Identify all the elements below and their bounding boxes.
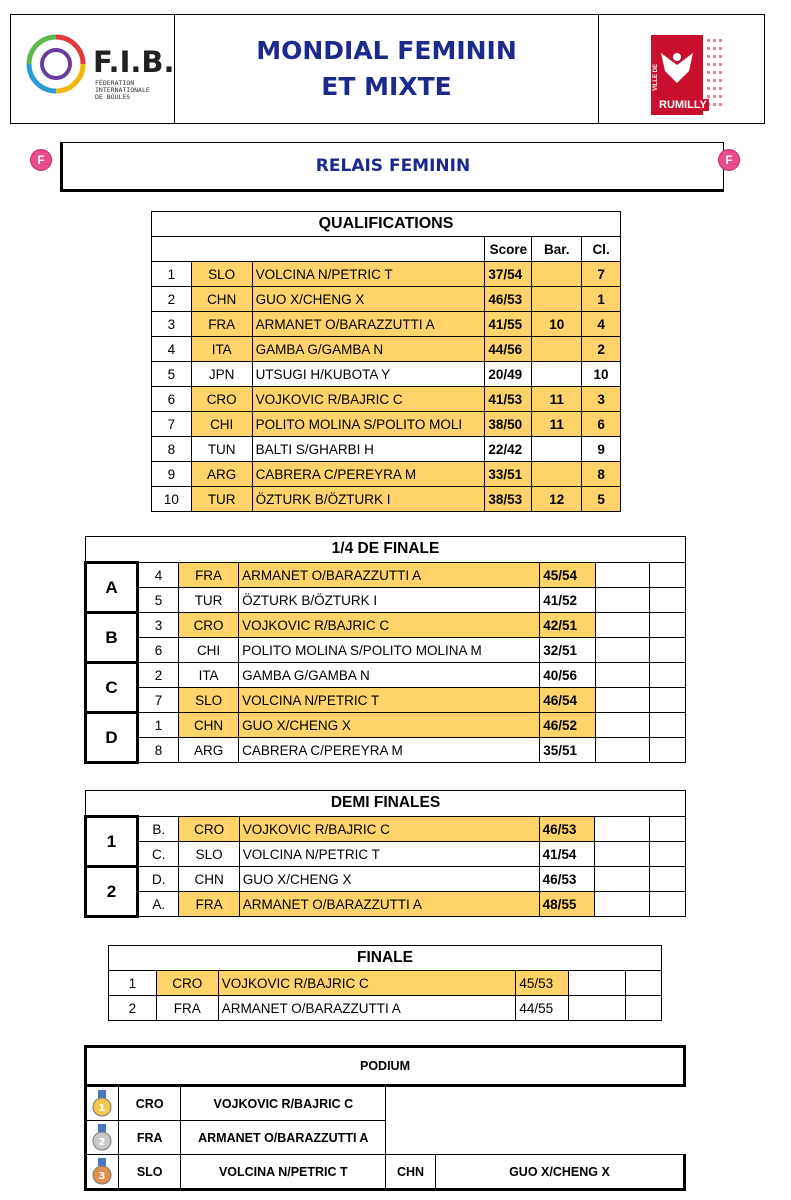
classement: 2 (582, 337, 621, 362)
svg-text:2: 2 (98, 1136, 106, 1148)
score: 45/53 (516, 971, 569, 996)
empty-cell (595, 688, 649, 713)
team-name: GAMBA G/GAMBA N (252, 337, 485, 362)
col-score-header: Score (485, 237, 532, 262)
classement: 10 (582, 362, 621, 387)
table-row (152, 287, 621, 312)
score: 48/55 (539, 892, 595, 917)
empty-cell (626, 971, 662, 996)
fib-emblem-icon (25, 33, 87, 95)
female-badge-left: F (30, 149, 52, 171)
title-line-2: ET MIXTE (321, 72, 452, 101)
semi-final-table (84, 790, 686, 918)
podium-team: VOJKOVIC R/BAJRIC C (181, 1086, 386, 1121)
group-label: 2 (86, 867, 138, 917)
seed: D. (138, 867, 179, 892)
title-line-1: MONDIAL FEMININ (256, 36, 517, 65)
score: 22/42 (485, 437, 532, 462)
seed: B. (138, 817, 179, 842)
country-code: TUN (191, 437, 252, 462)
barrage (532, 337, 582, 362)
medal-cell (86, 1086, 119, 1121)
podium-table (84, 1045, 686, 1191)
empty-cell (595, 817, 650, 842)
country-code: ITA (191, 337, 252, 362)
score: 46/53 (485, 287, 532, 312)
empty-cell (595, 867, 650, 892)
group-label: D (86, 713, 138, 763)
team-name: CABRERA C/PEREYRA M (252, 462, 485, 487)
group-label: C (86, 663, 138, 713)
row-number: 8 (152, 437, 192, 462)
svg-text:3: 3 (98, 1170, 106, 1182)
group-label: B (86, 613, 138, 663)
barrage (532, 437, 582, 462)
fib-logo (11, 15, 175, 123)
barrage: 10 (532, 312, 582, 337)
relais-banner (30, 142, 750, 188)
country-code: FRA (178, 563, 238, 588)
empty-cell (649, 663, 685, 688)
fib-logo-text: F.I.B. (93, 45, 175, 79)
podium-country: FRA (118, 1121, 181, 1155)
podium-country: CHN (386, 1155, 436, 1190)
barrage (532, 262, 582, 287)
podium-country: CRO (118, 1086, 181, 1121)
country-code: CRO (179, 817, 239, 842)
qualifications-table (151, 211, 621, 512)
country-code: CRO (178, 613, 238, 638)
classement: 1 (582, 287, 621, 312)
team-name: ARMANET O/BARAZZUTTI A (239, 892, 539, 917)
empty-cell (626, 996, 662, 1021)
table-row (86, 688, 686, 713)
rumilly-small-label: VILLE DE (653, 63, 659, 91)
seed: 8 (137, 738, 178, 763)
table-row (152, 312, 621, 337)
seed: 7 (137, 688, 178, 713)
country-code: FRA (156, 996, 218, 1021)
team-name: ARMANET O/BARAZZUTTI A (239, 563, 540, 588)
podium-row (86, 1086, 685, 1121)
score: 46/52 (540, 713, 595, 738)
classement: 5 (582, 487, 621, 512)
empty-cell (595, 738, 649, 763)
empty-cell (649, 738, 685, 763)
team-name: POLITO MOLINA S/POLITO MOLINA M (239, 638, 540, 663)
col-cl-header: Cl. (582, 237, 621, 262)
rumilly-name: RUMILLY (659, 99, 707, 111)
table-row (86, 892, 686, 917)
medal-1-icon (91, 1090, 113, 1118)
row-number: 6 (152, 387, 192, 412)
country-code: CHN (179, 867, 239, 892)
empty-cell (595, 842, 650, 867)
empty-cell (595, 563, 649, 588)
score: 37/54 (485, 262, 532, 287)
table-row (86, 663, 686, 688)
medal-3-icon (91, 1158, 113, 1186)
podium-row (86, 1121, 685, 1155)
table-row (86, 817, 686, 842)
empty-cell (649, 638, 685, 663)
podium-team: GUO X/CHENG X (435, 1155, 684, 1190)
barrage (532, 462, 582, 487)
rumilly-logo (598, 15, 764, 123)
empty-cell (649, 688, 685, 713)
banner-box (60, 142, 724, 192)
table-row (86, 613, 686, 638)
team-name: GUO X/CHENG X (239, 867, 539, 892)
empty-cell (649, 713, 685, 738)
score: 41/53 (485, 387, 532, 412)
female-badge-right: F (718, 149, 740, 171)
qualifications-rows (152, 262, 621, 512)
table-row (109, 996, 662, 1021)
classement: 8 (582, 462, 621, 487)
score: 41/54 (539, 842, 595, 867)
team-name: VOLCINA N/PETRIC T (239, 842, 539, 867)
score: 46/53 (539, 867, 595, 892)
table-row (86, 867, 686, 892)
table-row (86, 738, 686, 763)
fib-logo-subtitle: FÉDERATION INTERNATIONALE DE BOULES (95, 79, 150, 101)
table-row (152, 462, 621, 487)
country-code: TUR (191, 487, 252, 512)
barrage (532, 287, 582, 312)
score: 20/49 (485, 362, 532, 387)
score: 32/51 (540, 638, 595, 663)
seed: 1 (137, 713, 178, 738)
team-name: VOJKOVIC R/BAJRIC C (218, 971, 516, 996)
page-title (175, 15, 598, 123)
classement: 7 (582, 262, 621, 287)
seed: 6 (137, 638, 178, 663)
score: 35/51 (540, 738, 595, 763)
country-code: TUR (178, 588, 238, 613)
podium-team: VOLCINA N/PETRIC T (181, 1155, 386, 1190)
empty-cell (595, 588, 649, 613)
seed: 4 (137, 563, 178, 588)
barrage: 12 (532, 487, 582, 512)
empty-cell (595, 663, 649, 688)
table-row (152, 337, 621, 362)
table-row (152, 262, 621, 287)
empty-cell (569, 971, 626, 996)
empty-cell (649, 867, 685, 892)
empty-cell (649, 817, 685, 842)
team-name: POLITO MOLINA S/POLITO MOLI (252, 412, 485, 437)
score: 46/54 (540, 688, 595, 713)
medal-cell (86, 1121, 119, 1155)
table-row (152, 362, 621, 387)
barrage: 11 (532, 387, 582, 412)
semi-final-title: DEMI FINALES (86, 791, 686, 817)
seed: 5 (137, 588, 178, 613)
group-label: 1 (86, 817, 138, 867)
team-name: VOLCINA N/PETRIC T (252, 262, 485, 287)
empty-cell (649, 892, 685, 917)
team-name: GAMBA G/GAMBA N (239, 663, 540, 688)
country-code: ARG (178, 738, 238, 763)
score: 40/56 (540, 663, 595, 688)
row-number: 1 (152, 262, 192, 287)
team-name: ÖZTURK B/ÖZTURK I (252, 487, 485, 512)
country-code: CRO (191, 387, 252, 412)
table-row (86, 638, 686, 663)
table-row (152, 487, 621, 512)
country-code: CHN (178, 713, 238, 738)
classement: 6 (582, 412, 621, 437)
empty-cell (386, 1086, 685, 1121)
empty-cell (569, 996, 626, 1021)
empty-cell (595, 713, 649, 738)
team-name: UTSUGI H/KUBOTA Y (252, 362, 485, 387)
team-name: VOJKOVIC R/BAJRIC C (252, 387, 485, 412)
classement: 3 (582, 387, 621, 412)
table-row (86, 713, 686, 738)
rank: 2 (109, 996, 157, 1021)
team-name: BALTI S/GHARBI H (252, 437, 485, 462)
score: 38/50 (485, 412, 532, 437)
team-name: CABRERA C/PEREYRA M (239, 738, 540, 763)
empty-cell (649, 563, 685, 588)
country-code: CRO (156, 971, 218, 996)
podium-title: PODIUM (86, 1047, 685, 1086)
row-number: 2 (152, 287, 192, 312)
country-code: ITA (178, 663, 238, 688)
table-row (152, 437, 621, 462)
final-title: FINALE (109, 946, 662, 971)
empty-cell (649, 613, 685, 638)
country-code: ARG (191, 462, 252, 487)
classement: 4 (582, 312, 621, 337)
team-name: VOJKOVIC R/BAJRIC C (239, 613, 540, 638)
country-code: CHN (191, 287, 252, 312)
quarter-final-rows (86, 563, 686, 763)
empty-cell (649, 842, 685, 867)
score: 45/54 (540, 563, 595, 588)
empty-cell (595, 892, 650, 917)
table-row (86, 588, 686, 613)
seed: 2 (137, 663, 178, 688)
seed: A. (138, 892, 179, 917)
score: 38/53 (485, 487, 532, 512)
empty-cell (649, 588, 685, 613)
final-table (108, 945, 662, 1021)
empty-cell (595, 638, 649, 663)
team-name: ÖZTURK B/ÖZTURK I (239, 588, 540, 613)
score: 41/55 (485, 312, 532, 337)
table-row (86, 563, 686, 588)
team-name: VOJKOVIC R/BAJRIC C (239, 817, 539, 842)
score: 42/51 (540, 613, 595, 638)
team-name: GUO X/CHENG X (252, 287, 485, 312)
score: 46/53 (539, 817, 595, 842)
final-rows (109, 971, 662, 1021)
team-name: ARMANET O/BARAZZUTTI A (252, 312, 485, 337)
barrage (532, 362, 582, 387)
score: 44/56 (485, 337, 532, 362)
score: 41/52 (540, 588, 595, 613)
table-row (152, 412, 621, 437)
table-row (152, 387, 621, 412)
country-code: SLO (179, 842, 239, 867)
score: 33/51 (485, 462, 532, 487)
score: 44/55 (516, 996, 569, 1021)
quarter-final-title: 1/4 DE FINALE (86, 537, 686, 563)
table-row (109, 971, 662, 996)
podium-row (86, 1155, 685, 1190)
medal-cell (86, 1155, 119, 1190)
country-code: SLO (178, 688, 238, 713)
podium-country: SLO (118, 1155, 181, 1190)
row-number: 9 (152, 462, 192, 487)
banner-title: RELAIS FEMININ (315, 156, 471, 176)
svg-text:1: 1 (98, 1102, 106, 1114)
seed: C. (138, 842, 179, 867)
row-number: 10 (152, 487, 192, 512)
row-number: 4 (152, 337, 192, 362)
country-code: CHI (178, 638, 238, 663)
country-code: FRA (179, 892, 239, 917)
seed: 3 (137, 613, 178, 638)
rank: 1 (109, 971, 157, 996)
row-number: 5 (152, 362, 192, 387)
medal-2-icon (91, 1124, 113, 1152)
team-name: GUO X/CHENG X (239, 713, 540, 738)
qualifications-title: QUALIFICATIONS (152, 212, 621, 237)
classement: 9 (582, 437, 621, 462)
col-bar-header: Bar. (532, 237, 582, 262)
empty-cell (386, 1121, 685, 1155)
barrage: 11 (532, 412, 582, 437)
podium-team: ARMANET O/BARAZZUTTI A (181, 1121, 386, 1155)
table-row (86, 842, 686, 867)
team-name: ARMANET O/BARAZZUTTI A (218, 996, 516, 1021)
podium-rows (86, 1086, 685, 1190)
team-name: VOLCINA N/PETRIC T (239, 688, 540, 713)
row-number: 3 (152, 312, 192, 337)
country-code: FRA (191, 312, 252, 337)
country-code: SLO (191, 262, 252, 287)
semi-final-rows (86, 817, 686, 917)
country-code: CHI (191, 412, 252, 437)
group-label: A (86, 563, 138, 613)
country-code: JPN (191, 362, 252, 387)
header (10, 14, 765, 124)
empty-cell (595, 613, 649, 638)
row-number: 7 (152, 412, 192, 437)
quarter-final-table (84, 536, 686, 764)
